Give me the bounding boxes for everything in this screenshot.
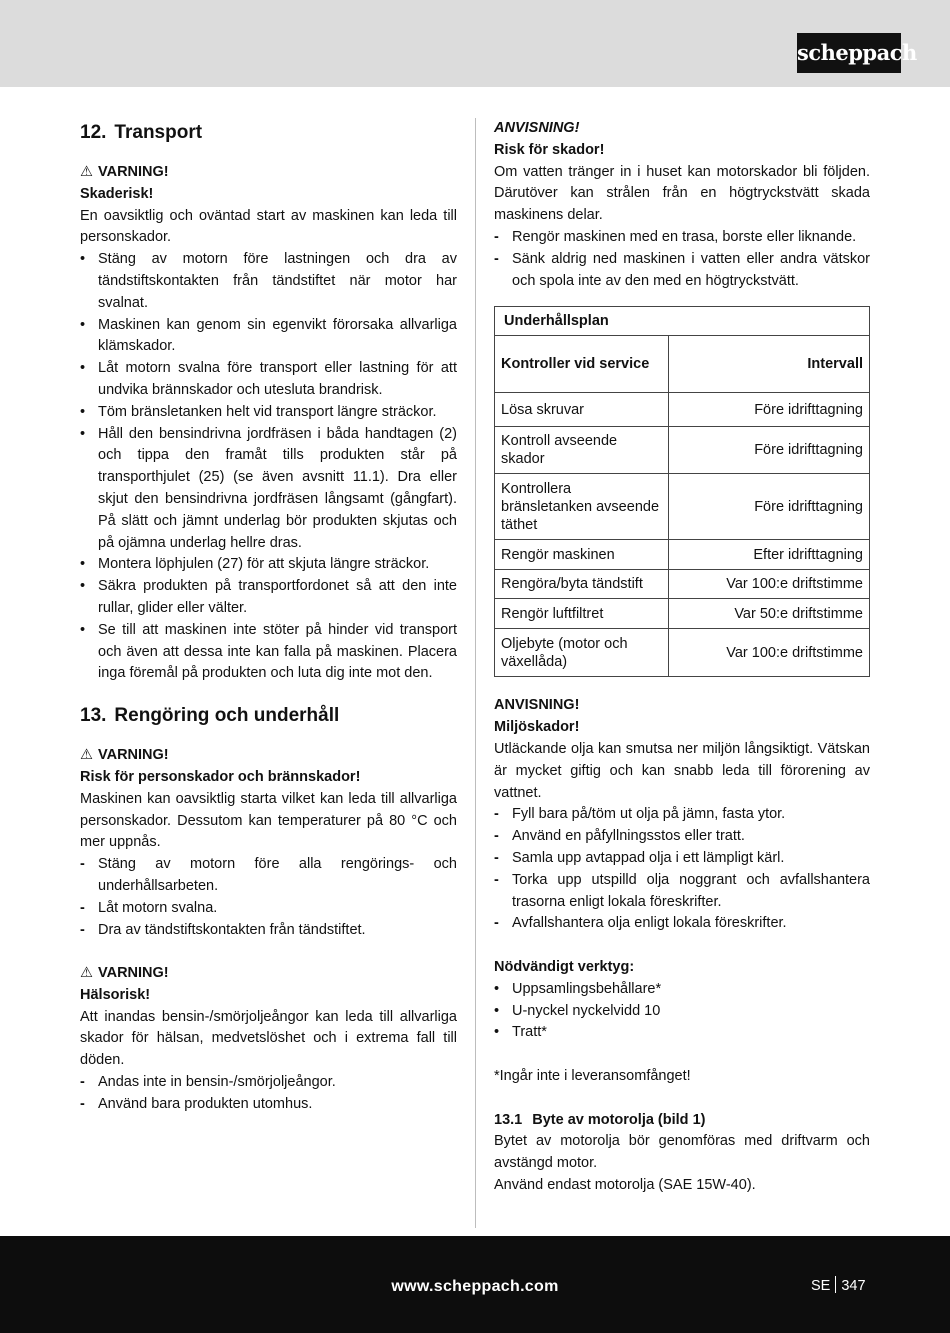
task-cell: Lösa skruvar bbox=[495, 393, 669, 427]
interval-cell: Före idrifttagning bbox=[669, 474, 870, 540]
list-item: • Låt motorn svalna före transport eller lastning för att undvika brännskador och utesluta brandrisk. bbox=[80, 360, 457, 398]
list-item: • Säkra produkten på transportfordonet så att den inte rullar, glider eller välter. bbox=[80, 578, 457, 616]
interval-cell: Var 100:e driftstimme bbox=[669, 570, 870, 599]
warning-title: Skaderisk! bbox=[80, 185, 154, 202]
notice-label: ANVISNING! bbox=[494, 120, 580, 136]
interval-cell: Före idrifttagning bbox=[669, 427, 870, 474]
dash-list bbox=[80, 1072, 457, 1116]
dash-list bbox=[494, 227, 870, 292]
list-item: • Tratt* bbox=[494, 1024, 547, 1041]
list-item: - Fyll bara på/töm ut olja på jämn, fasta ytor. bbox=[494, 806, 786, 823]
page-number: SE 347 bbox=[811, 1278, 866, 1294]
tools-title: Nödvändigt verktyg: bbox=[494, 958, 635, 975]
warning-triangle-icon: ⚠ bbox=[80, 747, 93, 764]
right-column bbox=[494, 118, 870, 1197]
list-item: - Torka upp utspilld olja noggrant och avfallshantera trasorna enligt lokala föreskrifter. bbox=[494, 871, 870, 910]
list-item: • U-nyckel nyckelvidd 10 bbox=[494, 1002, 661, 1019]
notice-text: Utläckande olja kan smutsa ner miljön långsiktigt. Vätskan är mycket giftig och kan snabb leda till förorening av vattnet. bbox=[494, 740, 870, 801]
list-item: - Andas inte in bensin-/smörjoljeångor. bbox=[80, 1074, 336, 1091]
interval-cell: Före idrifttagning bbox=[669, 393, 870, 427]
list-item: - Avfallshantera olja enligt lokala föreskrifter. bbox=[494, 915, 787, 932]
warning-title: Hälsorisk! bbox=[80, 986, 151, 1003]
transport-bullet-list bbox=[80, 249, 457, 685]
column-divider bbox=[475, 118, 476, 1228]
warning-text: Att inandas bensin-/smörjoljeångor kan leda till allvarliga skador för hälsan, medvetslöshet och i extrema fall till döden. bbox=[80, 1008, 457, 1069]
table-row bbox=[495, 629, 870, 677]
list-item: • Uppsamlingsbehållare* bbox=[494, 980, 662, 997]
list-item: - Samla upp avtappad olja i ett lämpligt kärl. bbox=[494, 849, 785, 866]
interval-cell: Var 100:e driftstimme bbox=[669, 629, 870, 677]
task-cell: Rengör luftfiltret bbox=[495, 599, 669, 629]
table-row bbox=[495, 393, 870, 427]
list-item: - Använd en påfyllningsstos eller tratt. bbox=[494, 828, 745, 845]
warning-triangle-icon: ⚠ bbox=[80, 965, 93, 982]
dash-list bbox=[494, 804, 870, 935]
table-title-row bbox=[495, 307, 870, 336]
list-item: • Se till att maskinen inte stöter på hinder vid transport och även att dessa inte kan falla på maskinen. Placera inga föremål på produkten och luta dig inte mot den. bbox=[80, 621, 457, 682]
list-item: - Använd bara produkten utomhus. bbox=[80, 1095, 313, 1112]
table-row bbox=[495, 427, 870, 474]
tools-list bbox=[494, 979, 870, 1044]
notice-title: Miljöskador! bbox=[494, 719, 580, 736]
list-item: - Rengör maskinen med en trasa, borste eller liknande. bbox=[494, 228, 857, 245]
table-row bbox=[495, 474, 870, 540]
table-row bbox=[495, 540, 870, 570]
table-row bbox=[495, 599, 870, 629]
body-text: Bytet av motorolja bör genomföras med driftvarm och avstängd motor. bbox=[494, 1133, 870, 1172]
notice-label: ANVISNING! bbox=[494, 697, 580, 714]
dash-list bbox=[80, 854, 457, 941]
notice-text: Om vatten tränger in i huset kan motorskador bli följden. Därutöver kan strålen från en högtryckstvätt skada maskinens delar. bbox=[494, 163, 870, 224]
section-12-heading: 12. Transport bbox=[80, 122, 203, 143]
table-header-row bbox=[495, 336, 870, 393]
list-item: - Sänk aldrig ned maskinen i vatten eller andra vätskor och spola inte av den med en högtryckstvätt. bbox=[494, 250, 870, 289]
interval-cell: Var 50:e driftstimme bbox=[669, 599, 870, 629]
list-item: - Dra av tändstiftskontakten från tändstiftet. bbox=[80, 921, 366, 938]
interval-cell: Efter idrifttagning bbox=[669, 540, 870, 570]
left-column bbox=[80, 118, 457, 1116]
list-item: • Stäng av motorn före lastningen och dra av tändstiftskontakten från tändstiftet när motor har svalnat. bbox=[80, 251, 457, 311]
list-item: • Maskinen kan genom sin egenvikt förorsaka allvarliga klämskador. bbox=[80, 316, 457, 355]
task-cell: Rengör maskinen bbox=[495, 540, 669, 570]
body-text: Använd endast motorolja (SAE 15W-40). bbox=[494, 1176, 756, 1193]
list-item: - Låt motorn svalna. bbox=[80, 899, 218, 916]
section-13-heading: 13. Rengöring och underhåll bbox=[80, 705, 340, 727]
warning-title: Risk för personskador och brännskador! bbox=[80, 768, 361, 785]
warning-label: ⚠ VARNING! bbox=[80, 164, 169, 180]
warning-text: En oavsiktlig och oväntad start av maskinen kan leda till personskador. bbox=[80, 207, 457, 246]
list-item: • Håll den bensindrivna jordfräsen i båda handtagen (2) och tippa den framåt tills produkten står på transporthjulet (25) (se även avsnitt 11.1). Dra eller skjut den bensindrivna jordfräsen långsamt (gångfart). På slätt och jämnt underlag bör produkten skjutas och på ojämna underlag hellre dras. bbox=[80, 425, 457, 551]
subsection-13-1-heading: 13.1 Byte av motorolja (bild 1) bbox=[494, 1111, 706, 1128]
notice-title: Risk för skador! bbox=[494, 141, 605, 158]
task-cell: Kontroll avseende skador bbox=[495, 427, 669, 474]
footnote: *Ingår inte i leveransomfånget! bbox=[494, 1067, 691, 1084]
column-header-interval: Intervall bbox=[669, 336, 870, 393]
warning-label: ⚠ VARNING! bbox=[80, 965, 169, 982]
brand-logo: scheppach bbox=[797, 33, 901, 73]
table-row bbox=[495, 570, 870, 599]
footer-website-link[interactable]: www.scheppach.com bbox=[391, 1278, 559, 1295]
warning-text: Maskinen kan oavsiktlig starta vilket kan leda till allvarliga personskador. Dessutom kan temperaturer på 80 °C och mer uppnås. bbox=[80, 790, 457, 851]
warning-label: ⚠ VARNING! bbox=[80, 747, 169, 764]
list-item: - Stäng av motorn före alla rengörings- och underhållsarbeten. bbox=[80, 856, 457, 894]
list-item: • Montera löphjulen (27) för att skjuta längre sträckor. bbox=[80, 556, 430, 573]
task-cell: Oljebyte (motor och växellåda) bbox=[495, 629, 669, 677]
list-item: • Töm bränsletanken helt vid transport längre sträckor. bbox=[80, 403, 437, 420]
task-cell: Kontrollera bränsletanken avseende täthet bbox=[495, 474, 669, 540]
column-header-task: Kontroller vid service bbox=[495, 336, 669, 393]
maintenance-plan-table bbox=[494, 306, 870, 677]
task-cell: Rengöra/byta tändstift bbox=[495, 570, 669, 599]
warning-triangle-icon: ⚠ bbox=[80, 164, 93, 180]
table-title: Underhållsplan bbox=[495, 307, 870, 336]
